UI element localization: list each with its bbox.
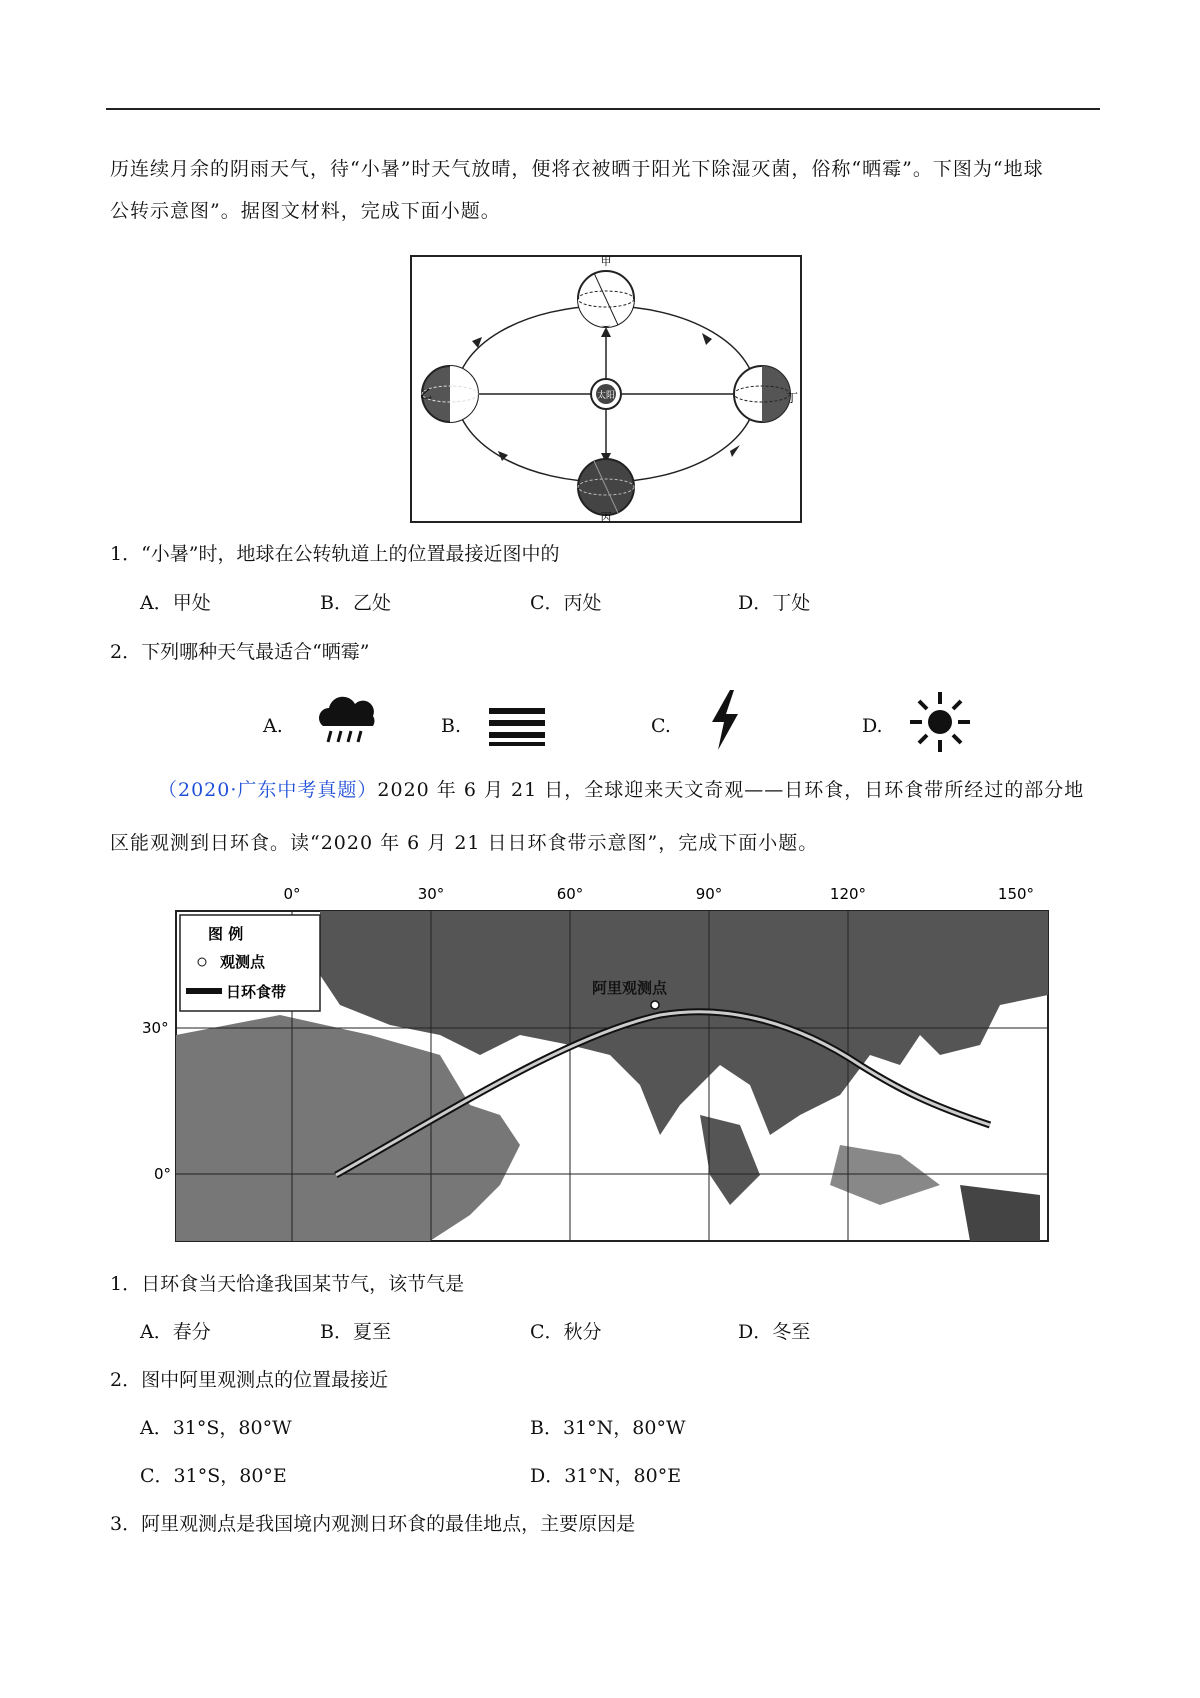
earth-bottom [578, 459, 634, 515]
g1-q2-option-a[interactable]: A. [263, 715, 283, 737]
g1-q1-stem: 1．“小暑”时，地球在公转轨道上的位置最接近图中的 [110, 543, 560, 565]
rain-cloud-icon [315, 696, 381, 750]
g2-q1-option-a[interactable]: A．春分 [140, 1321, 211, 1343]
source-tag[interactable]: （2020·广东中考真题） [158, 779, 378, 801]
earth-top [578, 271, 634, 327]
sun-label: 太阳 [596, 391, 616, 401]
lon-tick-120: 120° [829, 885, 867, 903]
g2-q2-stem: 2．图中阿里观测点的位置最接近 [110, 1369, 389, 1391]
g2-q1-option-b[interactable]: B．夏至 [320, 1321, 391, 1343]
legend-band-label: 日环食带 [226, 983, 287, 1001]
earth-orbit-figure [410, 255, 802, 523]
g2-q1-stem: 1．日环食当天恰逢我国某节气，该节气是 [110, 1273, 465, 1295]
lon-tick-150: 150° [997, 885, 1035, 903]
earth-right [734, 366, 790, 422]
lon-tick-90: 90° [695, 885, 723, 903]
g1-q2-option-c[interactable]: C. [651, 715, 671, 737]
label-bing: 丙 [600, 511, 612, 523]
header-rule [106, 108, 1100, 110]
lat-tick-0: 0° [154, 1165, 172, 1183]
legend-title: 图 例 [208, 925, 244, 943]
g2-q1-option-d[interactable]: D．冬至 [738, 1321, 811, 1343]
label-ding: 丁 [786, 391, 799, 405]
g1-q1-option-b[interactable]: B．乙处 [320, 592, 391, 614]
sun-icon [910, 692, 970, 756]
g2-q2-option-c[interactable]: C．31°S，80°E [140, 1465, 287, 1487]
g2-q2-option-b[interactable]: B．31°N，80°W [530, 1417, 686, 1439]
g2-q2-option-d[interactable]: D．31°N，80°E [530, 1465, 682, 1487]
g2-q1-option-c[interactable]: C．秋分 [530, 1321, 602, 1343]
g2-intro-line-2: 区能观测到日环食。读“2020 年 6 月 21 日日环食带示意图”，完成下面小题。 [110, 832, 819, 854]
intro-line-1: 历连续月余的阴雨天气，待“小暑”时天气放晴，便将衣被晒于阳光下除湿灭菌，俗称“晒霉”。下图为“地球 [110, 158, 1044, 180]
annular-eclipse-map [140, 885, 1052, 1243]
g1-q2-option-d[interactable]: D. [862, 715, 883, 737]
station-label: 阿里观测点 [592, 979, 668, 997]
fog-icon [489, 706, 545, 750]
legend-point-icon [198, 958, 206, 966]
intro-line-2: 公转示意图”。据图文材料，完成下面小题。 [110, 200, 501, 222]
g1-q1-option-d[interactable]: D．丁处 [738, 592, 811, 614]
g1-q2-stem: 2．下列哪种天气最适合“晒霉” [110, 641, 370, 663]
ali-station-point [651, 1001, 659, 1009]
g2-q2-option-a[interactable]: A．31°S，80°W [140, 1417, 292, 1439]
map-legend [180, 915, 320, 1011]
g1-q1-option-a[interactable]: A．甲处 [140, 592, 211, 614]
g2-intro-line-1: （2020·广东中考真题）2020 年 6 月 21 日，全球迎来天文奇观——日环食，日环食带所经过的部分地 [158, 779, 1085, 801]
g1-q2-option-b[interactable]: B. [441, 715, 462, 737]
lon-tick-0: 0° [283, 885, 301, 903]
lightning-icon [708, 690, 742, 754]
lon-tick-30: 30° [417, 885, 445, 903]
label-yi: 乙 [420, 387, 433, 401]
lon-tick-60: 60° [556, 885, 584, 903]
legend-point-label: 观测点 [220, 953, 266, 971]
lat-tick-30: 30° [142, 1019, 169, 1037]
label-jia: 甲 [600, 255, 612, 268]
g1-q1-option-c[interactable]: C．丙处 [530, 592, 602, 614]
g2-q3-stem: 3．阿里观测点是我国境内观测日环食的最佳地点，主要原因是 [110, 1513, 636, 1535]
